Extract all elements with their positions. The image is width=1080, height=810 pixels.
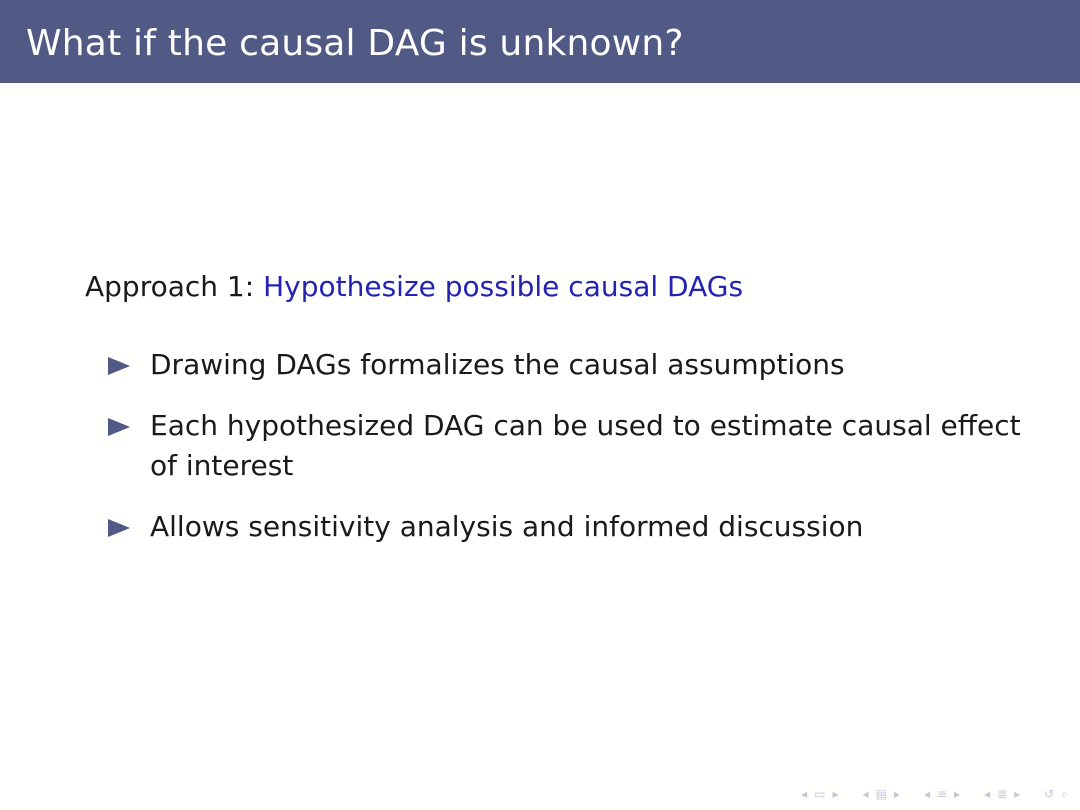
bullet-item — [108, 406, 1028, 486]
slide-title: What if the causal DAG is unknown? — [26, 23, 684, 64]
document-icon[interactable]: ≣ — [997, 787, 1008, 801]
subsection-left-icon[interactable]: ◂ — [862, 787, 869, 801]
bullet-arrow-icon — [108, 418, 130, 436]
frame-right-icon[interactable]: ▸ — [832, 787, 839, 801]
bullet-text: Drawing DAGs formalizes the causal assumptions — [150, 348, 845, 381]
section-icon[interactable]: ≡ — [936, 787, 948, 801]
approach-line — [85, 268, 743, 306]
subsection-icon[interactable]: ▤ — [875, 787, 887, 801]
navigation-bar — [801, 786, 1068, 802]
title-bar — [0, 0, 1080, 83]
frame-icon[interactable]: ▭ — [814, 787, 826, 801]
section-left-icon[interactable]: ◂ — [923, 787, 930, 801]
approach-label: Approach 1: — [85, 270, 255, 303]
bullet-item — [108, 507, 1028, 547]
subsection-right-icon[interactable]: ▸ — [893, 787, 900, 801]
bullet-list — [108, 345, 1028, 568]
document-right-icon[interactable]: ▸ — [1014, 787, 1021, 801]
back-icon[interactable]: ↺ — [1044, 787, 1055, 801]
document-left-icon[interactable]: ◂ — [984, 787, 991, 801]
bullet-arrow-icon — [108, 519, 130, 537]
section-right-icon[interactable]: ▸ — [954, 787, 961, 801]
bullet-item — [108, 345, 1028, 385]
bullet-text: Allows sensitivity analysis and informed discussion — [150, 510, 864, 543]
frame-left-icon[interactable]: ◂ — [801, 787, 808, 801]
bullet-text: Each hypothesized DAG can be used to estimate causal effect of interest — [150, 409, 1021, 482]
bullet-arrow-icon — [108, 357, 130, 375]
search-icon[interactable]: ⌕ — [1061, 787, 1068, 801]
approach-emphasis: Hypothesize possible causal DAGs — [263, 270, 744, 303]
